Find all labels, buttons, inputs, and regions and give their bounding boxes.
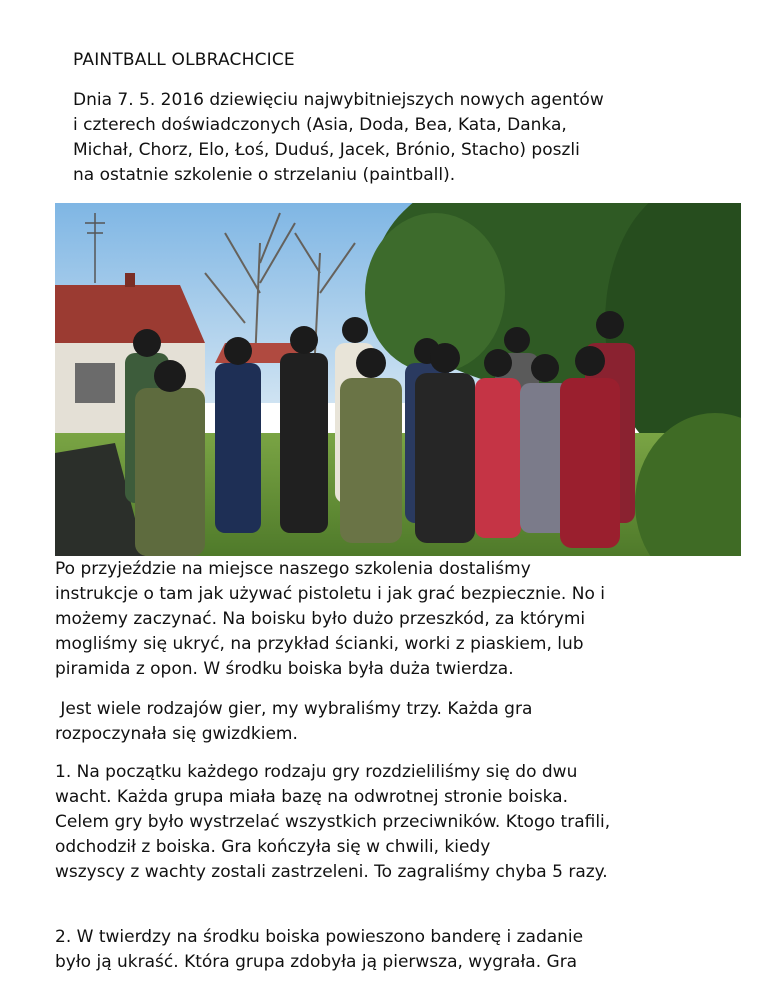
intro-line: i czterech doświadczonych (Asia, Doda, Bea, Kata, Danka, — [73, 115, 567, 135]
text-line: rozpoczynała się gwizdkiem. — [55, 724, 298, 744]
text-line: Po przyjeździe na miejsce naszego szkolenia dostaliśmy — [55, 559, 531, 579]
intro-line: Dnia 7. 5. 2016 dziewięciu najwybitniejszych nowych agentów — [73, 90, 604, 110]
paragraph-game-two — [55, 925, 745, 975]
text-line: możemy zaczynać. Na boisku było dużo przeszkód, za którymi — [55, 609, 586, 629]
intro-line: na ostatnie szkolenie o strzelaniu (paintball). — [73, 165, 456, 185]
text-line: odchodził z boiska. Gra kończyła się w chwili, kiedy — [55, 837, 491, 857]
text-line: mogliśmy się ukryć, na przykład ścianki, worki z piaskiem, lub — [55, 634, 584, 654]
text-line: Celem gry było wystrzelać wszystkich przeciwników. Ktogo trafili, — [55, 812, 611, 832]
text-line: 1. Na początku każdego rodzaju gry rozdzieliliśmy się do dwu — [55, 762, 578, 782]
paragraph-arrival — [55, 557, 745, 682]
paragraph-game-types — [55, 697, 745, 747]
text-line: piramida z opon. W środku boiska była duża twierdza. — [55, 659, 514, 679]
text-line: instrukcje o tam jak używać pistoletu i jak grać bezpiecznie. No i — [55, 584, 605, 604]
intro-paragraph — [73, 88, 713, 188]
intro-line: Michał, Chorz, Elo, Łoś, Duduś, Jacek, Brónio, Stacho) poszli — [73, 140, 580, 160]
page-title: PAINTBALL OLBRACHCICE — [73, 50, 295, 70]
text-line: było ją ukraść. Która grupa zdobyła ją pierwsza, wygrała. Gra — [55, 952, 578, 972]
text-line: 2. W twierdzy na środku boiska powieszono banderę i zadanie — [55, 927, 584, 947]
text-line: Jest wiele rodzajów gier, my wybraliśmy trzy. Każda gra — [55, 699, 533, 719]
paragraph-game-one — [55, 760, 745, 885]
text-line: wacht. Każda grupa miała bazę na odwrotnej stronie boiska. — [55, 787, 569, 807]
text-line: wszyscy z wachty zostali zastrzeleni. To zagraliśmy chyba 5 razy. — [55, 862, 608, 882]
group-photo — [55, 203, 741, 556]
